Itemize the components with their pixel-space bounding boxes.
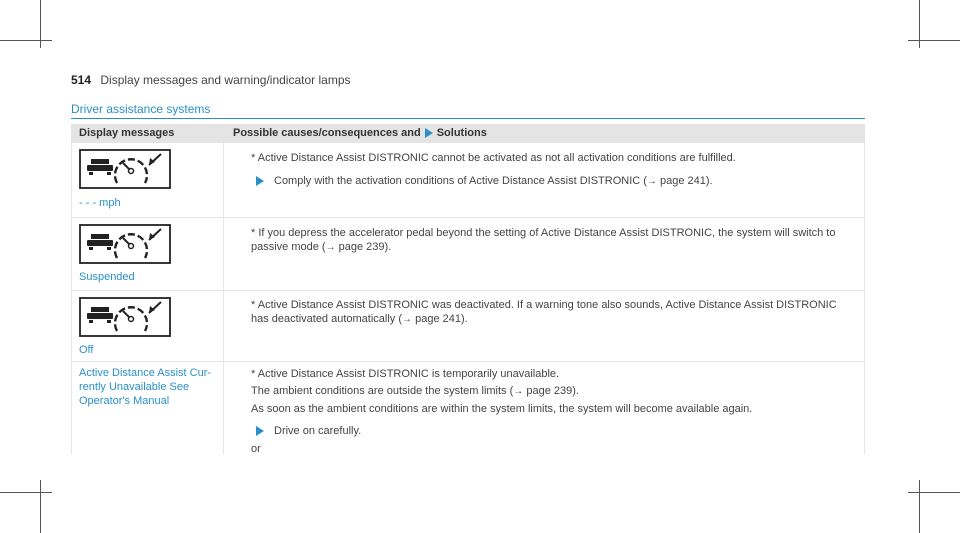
- distronic-speedometer-icon: [79, 297, 171, 337]
- page-header: [71, 73, 351, 87]
- display-message: Suspended: [79, 271, 135, 283]
- solution-step: Drive on carefully.: [236, 424, 861, 438]
- cause-text-continued: passive mode (→ page 239).: [251, 241, 392, 253]
- display-message: Off: [79, 344, 94, 356]
- cause-text: * If you depress the accelerator pedal beyond the setting of Active Distance Assist DISTRONIC, the system will switch to: [251, 227, 836, 239]
- table-row: [71, 291, 865, 362]
- page-ref-arrow-icon: →: [325, 242, 336, 253]
- crop-mark: [908, 40, 960, 41]
- solution-triangle-icon: [256, 426, 264, 436]
- table-row: [71, 362, 865, 454]
- distronic-speedometer-icon: [79, 224, 171, 264]
- section-title: Driver assistance systems: [71, 102, 211, 116]
- col-header-causes: Possible causes/consequences and Solutions: [233, 127, 487, 139]
- crop-mark: [919, 480, 920, 533]
- cause-text: * Active Distance Assist DISTRONIC is temporarily unavailable.: [251, 368, 560, 380]
- table-header: [71, 124, 865, 143]
- solution-triangle-icon: [256, 176, 264, 186]
- display-message: Active Distance Assist Cur- rently Unavailable See Operator's Manual: [79, 367, 212, 407]
- page-ref-arrow-icon: →: [513, 386, 524, 397]
- crop-mark: [0, 492, 52, 493]
- page-ref-arrow-icon: →: [646, 176, 657, 187]
- cause-paragraph: The ambient conditions are outside the system limits (→ page 239).: [251, 385, 579, 397]
- crop-mark: [0, 40, 52, 41]
- table-row: [71, 218, 865, 291]
- distronic-speedometer-icon: [79, 149, 171, 189]
- or-text: or: [251, 443, 261, 455]
- solution-step: Comply with the activation conditions of Active Distance Assist DISTRONIC (→ page 241).: [236, 174, 861, 189]
- table-row: [71, 143, 865, 218]
- crop-mark: [908, 492, 960, 493]
- page-ref-arrow-icon: →: [402, 314, 413, 325]
- messages-table: [71, 124, 865, 454]
- section-divider: [71, 118, 865, 119]
- cause-text: * Active Distance Assist DISTRONIC was deactivated. If a warning tone also sounds, Active Distance Assist DISTRONIC: [251, 299, 837, 311]
- crop-mark: [40, 480, 41, 533]
- cause-paragraph: As soon as the ambient conditions are within the system limits, the system will become available again.: [251, 403, 753, 415]
- col-header-display-messages: Display messages: [79, 127, 175, 139]
- page-header-title: Display messages and warning/indicator lamps: [100, 73, 351, 87]
- page-number: 514: [71, 73, 92, 87]
- cause-text: * Active Distance Assist DISTRONIC cannot be activated as not all activation conditions are fulfilled.: [251, 152, 736, 164]
- display-message: - - - mph: [79, 197, 121, 209]
- cause-text-continued: has deactivated automatically (→ page 241).: [251, 313, 468, 325]
- solution-triangle-icon: [425, 128, 433, 138]
